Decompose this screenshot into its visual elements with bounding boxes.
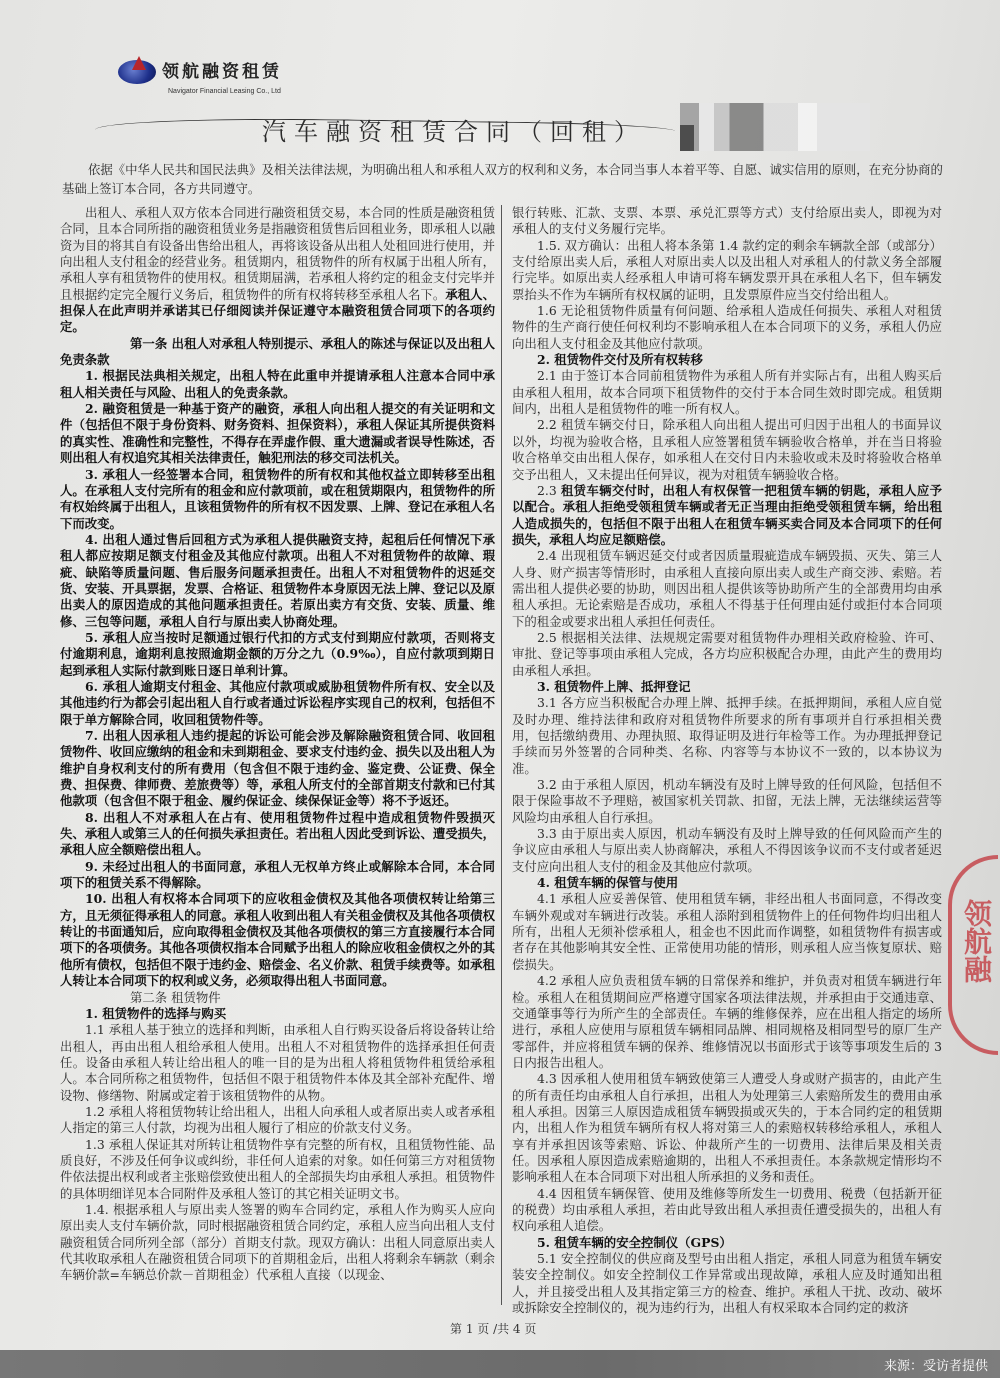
clause-text: 4.1 承租人应妥善保管、使用租赁车辆，非经出租人书面同意，不得改变车辆外观或对车辆进行改装。承租人添附到租赁物件上的任何物件均归出租人所有，出租人无须补偿承租人，租金也不因此而作调整，如租赁物件有损害或者存在其他影响其安全性、正常使用功能的情形，则承租人应当恢复原状、赔偿损失。	[512, 891, 942, 972]
clause-paragraph	[512, 205, 942, 238]
clause-paragraph	[512, 695, 942, 777]
company-seal-stamp	[948, 855, 998, 1055]
company-logo	[118, 60, 282, 84]
clause-text: 1.5. 双方确认：出租人将本条第 1.4 款约定的剩余车辆款全部（或部分）支付给原出卖人后，承租人对原出卖人以及出租人对承租人的付款义务全部履行完毕。如原出卖人经承租人申请可将车辆发票开具在承租人名下，但车辆发票抬头不作为车辆所有权权属的证明，且发票原件应当交付给出租人。	[512, 237, 942, 302]
clause-text: 银行转账、汇款、支票、本票、承兑汇票等方式）支付给原出卖人，即视为对承租人的支付义务履行完毕。	[512, 205, 942, 237]
bold-text: 2. 租赁物件交付及所有权转移	[537, 352, 703, 368]
redacted-block	[680, 103, 870, 151]
document-title: 汽车融资租赁合同（回租）	[262, 118, 646, 146]
bold-text: 7. 出租人因承租人违约提起的诉讼可能会涉及解除融资租赁合同、收回租赁物件、收回应缴纳的租金和未到期租金、要求支付违约金、损失以及出租人为维护自身权利支付的所有费用（包含但不限于违约金、鉴定费、公证费、保全费、担保费、律师费、差旅费等）等，承租人所支付的全部首期支付款和已付其他款项（包含但不限于租金、履约保证金、续保保证金等）将不予返还。	[60, 728, 495, 809]
left-column	[60, 205, 502, 1305]
bold-text: 4. 租赁车辆的保管与使用	[537, 875, 679, 891]
clause-paragraph	[60, 679, 495, 728]
clause-paragraph	[60, 1104, 495, 1137]
bold-text: 第一条 出租人对承租人特别提示、承租人的陈述与保证以及出租人免责条款	[60, 335, 495, 368]
section-heading	[60, 336, 495, 369]
clause-paragraph	[512, 483, 942, 548]
clause-text: 2.5 根据相关法律、法规规定需要对租赁物件办理相关政府检验、许可、审批、登记等事项由承租人完成，各方均应积极配合办理，由此产生的费用均由承租人承担。	[512, 629, 942, 678]
clause-paragraph	[60, 891, 495, 989]
clause-text: 5.1 安全控制仪的供应商及型号由出租人指定，承租人同意为租赁车辆安装安全控制仪。如安全控制仪工作异常或出现故障，承租人应及时通知出租人，并且接受出租人及其指定第三方的检查、维护。承租人干扰、改动、破坏或拆除安全控制仪的，视为违约行为，出租人有权采取本合同约定的救济	[512, 1251, 942, 1316]
clause-paragraph	[60, 467, 495, 532]
intro-paragraph: 依据《中华人民共和国民法典》及相关法律法规，为明确出租人和承租人双方的权利和义务，本合同当事人本着平等、自愿、诚实信用的原则，在充分协商的基础上签订本合同，各方共同遵守。	[62, 162, 943, 196]
clause-paragraph	[60, 1137, 495, 1202]
clause-paragraph	[60, 728, 495, 810]
stamp-text: 领航融	[960, 899, 993, 983]
bold-text: 9. 未经过出租人的书面同意，承租人无权单方终止或解除本合同，本合同项下的租赁关系不得解除。	[60, 858, 495, 891]
clause-text: 3.2 由于承租人原因，机动车辆没有及时上牌导致的任何风险，包括但不限于保险事故不予理赔，被国家机关罚款、扣留，无法上牌，无法继续运营等风险均由承租人自行承担。	[512, 777, 942, 825]
clause-text: 3.1 各方应当积极配合办理上牌、抵押手续。在抵押期间，承租人应自觉及时办理、维持法律和政府对租赁物件所要求的所有事项并自行承担相关费用，包括缴纳费用、办理执照、取得证明及进行年检等工作。为办理抵押登记手续而另外签署的合同种类、名称、内容等与本协议不一致的，以本协议为准。	[512, 695, 942, 776]
bold-text: 5. 承租人应当按时足额通过银行代扣的方式支付到期应付款项，否则将支付逾期利息，逾期利息按照逾期金额的万分之九（0.9‰），自应付款项到期日起到承租人实际付款到账日逐日单利计算。	[60, 629, 495, 678]
section-heading	[60, 990, 495, 1006]
clause-paragraph	[512, 777, 942, 826]
bold-text: 1. 根据民法典相关规定，出租人特在此重申并提请承租人注意本合同中承租人相关责任与风险、出租人的免责条款。	[60, 368, 495, 400]
clause-text: 1.6 无论租赁物件质量有何问题、给承租人造成任何损失、承租人对租赁物件的生产商行使任何权利均不影响承租人在本合同项下的义务，承租人仍应向出租人支付租金及其他应付款项。	[512, 303, 942, 351]
clause-text: 出租人、承租人双方依本合同进行融资租赁交易，本合同的性质是融资租赁合同，且本合同所指的融资租赁业务是指融资租赁售后回租业务，即承租人以融资为目的将其自有设备出售给出租人，再将该设备从出租人处租回进行使用，并向出租人支付租金的经营业务。租赁期内，租赁物件的所有权属于出租人所有，承租人享有租赁物件的使用权。租赁期届满，若承租人将约定的租金支付完毕并且根据约定完全履行义务后，租赁物件的所有权将转移至承租人名下。	[60, 205, 495, 302]
clause-text: 2.1 由于签订本合同前租赁物件为承租人所有并实际占有，出租人购买后由承租人租用，故本合同项下租赁物件的交付于本合同生效时即完成。租赁期间内，出租人是租赁物件的唯一所有权人。	[512, 368, 942, 417]
section-heading	[512, 679, 942, 695]
clause-paragraph	[512, 1071, 942, 1185]
logo-chinese-name: 领航融资租赁	[162, 62, 282, 82]
clause-paragraph	[512, 891, 942, 973]
clause-paragraph	[60, 368, 495, 401]
clause-text: 1.2 承租人将租赁物转让给出租人，出租人向承租人或者原出卖人或者承租人指定的第三人付款，均视为出租人履行了相应的价款支付义务。	[60, 1103, 495, 1136]
clause-paragraph	[60, 1022, 495, 1104]
clause-paragraph	[60, 810, 495, 859]
clause-paragraph	[60, 859, 495, 892]
clause-paragraph	[512, 238, 942, 303]
bold-text: 5. 租赁车辆的安全控制仪（GPS）	[537, 1234, 732, 1250]
bold-text: 租赁车辆交付时，出租人有权保管一把租赁车辆的钥匙，承租人应予以配合。承租人拒绝受领租赁车辆或者无正当理由拒绝受领租赁车辆，给出租人造成损失的，包括但不限于出租人在租赁车辆买卖合同及本合同项下的任何损失，承租人均应足额赔偿。	[512, 482, 942, 547]
clause-paragraph	[60, 630, 495, 679]
bold-text: 4. 出租人通过售后回租方式为承租人提供融资支持，起租后任何情况下承租人都应按期足额支付租金及其他应付款项。出租人不对租赁物件的故障、瑕疵、缺陷等质量问题、售后服务问题承担责任。出租人不对租赁物件的迟延交货、安装、开具票据，发票、合格证、租赁物件本身原因无法上牌、登记以及原出卖人的原因造成的其他问题承担责任。若原出卖方有交货、安装、质量、维修、三包等问题，承租人自行与原出卖人协商处理。	[60, 531, 495, 629]
globe-logo-icon	[118, 60, 156, 84]
bold-text: 8. 出租人不对承租人在占有、使用租赁物件过程中造成租赁物件毁损灭失、承租人或第三人的任何损失承担责任。若出租人因此受到诉讼、遭受损失，承租人应全额赔偿出租人。	[60, 809, 495, 858]
clause-text: 4.3 因承租人使用租赁车辆致使第三人遭受人身或财产损害的，由此产生的所有责任均由承租人自行承担，出租人为处理第三人索赔所发生的费用由承租人承担。因第三人原因造成租赁车辆毁损或灭失的，于本合同约定的租赁期内，出租人作为租赁车辆所有权人将对第三人的索赔权转移给承租人，承租人享有并承担因该等索赔、诉讼、仲裁所产生的一切费用、法律后果及相关责任。因承租人原因造成索赔逾期的，出租人不承担责任。本条款规定情形均不影响承租人在本合同项下对出租人所承担的义务和责任。	[512, 1071, 942, 1185]
bold-text: 2. 融资租赁是一种基于资产的融资，承租人向出租人提交的有关证明和文件（包括但不限于身份资料、财务资料、担保资料），承租人保证其所提供资料的真实性、准确性和完整性，不得存在弄虚作假、重大遗漏或者误导性陈述，否则出租人有权追究其相关法律责任，触犯刑法的移交司法机关。	[60, 401, 495, 466]
clause-text: 3.3 由于原出卖人原因，机动车辆没有及时上牌导致的任何风险而产生的争议应由承租人与原出卖人协商解决，承租人不得因该争议而不支付或者延迟支付应向出租人支付的租金及其他应付款项。	[512, 826, 942, 874]
bold-text: 1. 租赁物件的选择与购买	[85, 1005, 227, 1021]
clause-text: 4.4 因租赁车辆保管、使用及维修等所发生一切费用、税费（包括新开征的税费）均由承租人承担，若由此导致出租人承担责任遭受损失的，出租人有权向承租人追偿。	[512, 1185, 942, 1234]
source-caption: 来源：受访者提供	[883, 1359, 988, 1374]
section-heading	[60, 1006, 495, 1022]
clause-paragraph	[512, 368, 942, 417]
clause-paragraph	[512, 303, 942, 352]
clause-text: 4.2 承租人应负责租赁车辆的日常保养和维护，并负责对租赁车辆进行年检。承租人在租赁期间应严格遵守国家各项法律法规，并承担由于交通违章、交通肇事等行为所产生的全部责任。车辆的维修保养，应在出租人指定的场所进行，承租人应使用与原租赁车辆相同品牌、相同规格及相同型号的原厂生产零部件，并应将租赁车辆的保养、维修情况以书面形式于该等事项发生后的 3 日内报告出租人。	[512, 973, 942, 1070]
clause-paragraph	[60, 532, 495, 630]
section-heading	[512, 875, 942, 891]
clause-text: 2.2 租赁车辆交付日，除承租人向出租人提出可归因于出租人的书面异议以外，均视为验收合格，且承租人应签署租赁车辆验收合格单，并在当日将验收合格单交由出租人保存，如承租人在交付日内未验收或未及时将验收合格单交予出租人，又未提出任何异议，视为对租赁车辆验收合格。	[512, 417, 942, 482]
clause-paragraph	[60, 1202, 495, 1284]
clause-paragraph	[512, 417, 942, 482]
logo-english-name: Navigator Financial Leasing Co., Ltd	[168, 88, 281, 95]
clause-paragraph	[512, 630, 942, 679]
clause-paragraph	[512, 826, 942, 875]
bold-text: 6. 承租人逾期支付租金、其他应付款项或威胁租赁物件所有权、安全以及其他违约行为都会引起出租人自行或者通过诉讼程序实现自己的权利，包括但不限于单方解除合同，收回租赁物件等。	[60, 678, 495, 727]
clause-text: 2.4 出现租赁车辆迟延交付或者因质量瑕疵造成车辆毁损、灭失、第三人人身、财产损害等情形时，由承租人直接向原出卖人或生产商交涉、索赔。若需出租人提供必要的协助，则因出租人提供该等协助所产生的全部费用均由承租人承担。无论索赔是否成功，承租人不得基于任何理由延付或拒付本合同项下的租金或要求出租人承担任何责任。	[512, 548, 942, 629]
clause-text: 1.3 承租人保证其对所转让租赁物件享有完整的所有权，且租赁物性能、品质良好，不涉及任何争议或纠纷，非任何人追索的对象。如任何第三方对租赁物件依法提出权利或者主张赔偿致使出租人的全部损失均由承租人承担。租赁物件的具体明细详见本合同附件及承租人签订的其它相关证明文书。	[60, 1136, 495, 1201]
clause-paragraph	[512, 548, 942, 630]
clause-paragraph	[512, 973, 942, 1071]
right-column	[512, 205, 942, 1316]
clause-text: 1.4. 根据承租人与原出卖人签署的购车合同约定，承租人作为购买人应向原出卖人支付车辆价款，同时根据融资租赁合同约定，承租人应当向出租人支付融资租赁合同所列全部（部分）首期支付款。现双方确认：出租人同意原出卖人代其收取承租人在融资租赁合同项下的首期租金后，出租人将剩余车辆款（剩余车辆价款=车辆总价款－首期租金）代承租人直接（以现金、	[60, 1201, 495, 1283]
section-heading	[512, 1235, 942, 1251]
bold-text: 10. 出租人有权将本合同项下的应收租金债权及其他各项债权转让给第三方，且无须征得承租人的同意。承租人收到出租人有关租金债权及其他各项债权转让的书面通知后，应向取得租金债权及其他各项债权的第三方直接履行本合同项下的各项债务。其他各项债权指本合同赋予出租人的除应收租金债权之外的其他所有债权，包括但不限于违约金、赔偿金、名义价款、租赁手续费等。如承租人转让本合同项下的权利或义务，必须取得出租人书面同意。	[60, 891, 495, 989]
clause-paragraph	[60, 401, 495, 466]
page-number: 第 1 页 /共 4 页	[450, 1322, 537, 1336]
clause-paragraph	[60, 205, 495, 336]
bold-text: 承租人、担保人在此声明并承诺其已仔细阅读并保证遵守本融资租赁合同项下的各项约定。	[60, 286, 496, 335]
section-heading	[512, 352, 942, 368]
bold-text: 3. 承租人一经签署本合同，租赁物件的所有权和其他权益立即转移至出租人。在承租人支付完所有的租金和应付款项前，或在租赁期限内，租赁物件的所有权始终属于出租人，且该租赁物件的所有权不因发票、上牌、登记在承租人名下而改变。	[60, 466, 495, 531]
clause-text: 1.1 承租人基于独立的选择和判断，由承租人自行购买设备后将设备转让给出租人，再由出租人租给承租人使用。出租人不对租赁物件的选择承担任何责任。设备由承租人转让给出租人的唯一目的是为出租人将租赁物件租赁给承租人。本合同所称之租赁物件，包括但不限于租赁物件本体及其全部补充配件、增设物、修缮物、附属或定着于该租赁物件的从物。	[60, 1022, 495, 1103]
clause-paragraph	[512, 1251, 942, 1316]
clause-text: 第二条 租赁物件	[130, 989, 221, 1005]
bold-text: 3. 租赁物件上牌、抵押登记	[537, 678, 691, 694]
clause-text: 2.3	[537, 482, 561, 498]
clause-paragraph	[512, 1186, 942, 1235]
source-caption-bar	[0, 1350, 1000, 1378]
